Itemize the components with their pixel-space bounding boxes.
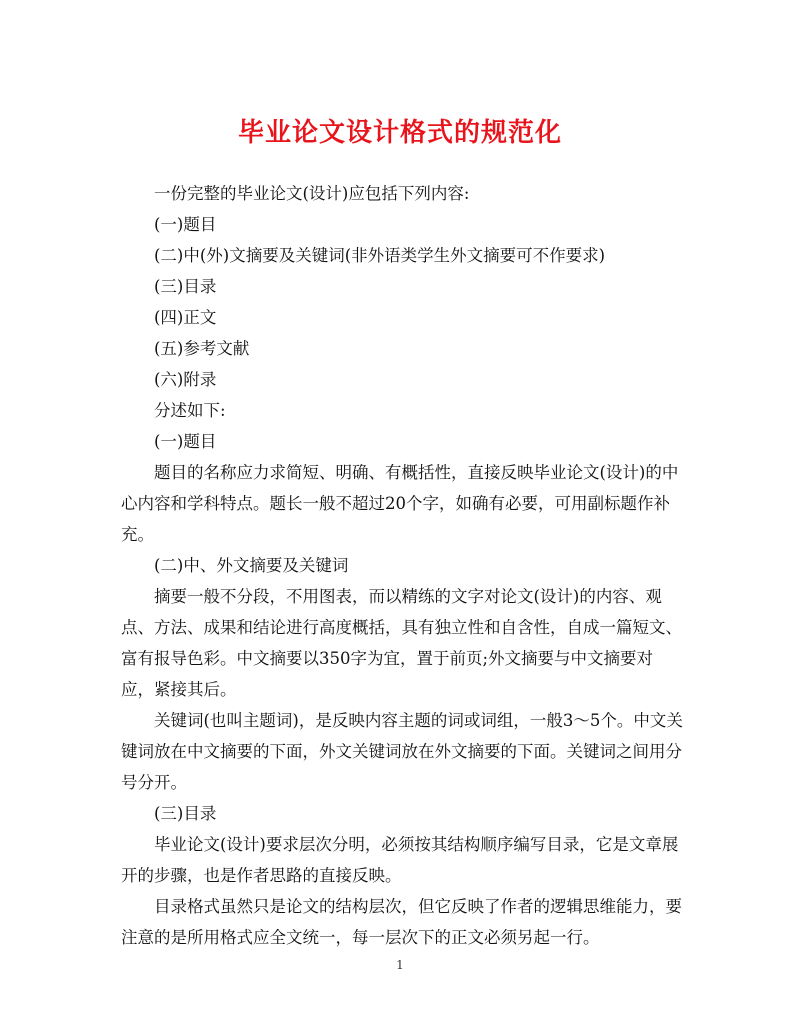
list-item-references: (五)参考文献: [154, 339, 250, 358]
paragraph-details-intro: 分述如下:: [154, 401, 226, 420]
list-item-title: (一)题目: [154, 215, 217, 234]
paragraph-intro: 一份完整的毕业论文(设计)应包括下列内容:: [154, 184, 470, 203]
section-heading-abstract: (二)中、外文摘要及关键词: [154, 556, 349, 575]
list-item-appendix: (六)附录: [154, 370, 217, 389]
paragraph-keywords-rules: 关键词(也叫主题词)，是反映内容主题的词或词组，一般3～5个。中文关键词放在中文摘要的下面，外文关键词放在外文摘要的下面。关键词之间用分号分开。: [121, 711, 683, 792]
page-number: 1: [396, 958, 404, 972]
paragraph-toc-format: 目录格式虽然只是论文的结构层次，但它反映了作者的逻辑思维能力，要注意的是所用格式应全文统一，每一层次下的正文必须另起一行。: [121, 897, 682, 947]
paragraph-toc-rules: 毕业论文(设计)要求层次分明，必须按其结构顺序编写目录，它是文章展开的步骤，也是作者思路的直接反映。: [121, 835, 679, 885]
document-title: 毕业论文设计格式的规范化: [237, 118, 562, 148]
document-body: [121, 178, 686, 953]
list-item-body: (四)正文: [154, 308, 217, 327]
section-heading-toc: (三)目录: [154, 804, 217, 823]
paragraph-title-rules: 题目的名称应力求简短、明确、有概括性，直接反映毕业论文(设计)的中心内容和学科特点。题长一般不超过20个字，如确有必要，可用副标题作补充。: [121, 463, 679, 544]
list-item-toc: (三)目录: [154, 277, 217, 296]
paragraph-abstract-rules: 摘要一般不分段，不用图表，而以精练的文字对论文(设计)的内容、观点、方法、成果和结论进行高度概括，具有独立性和自含性，自成一篇短文、富有报导色彩。中文摘要以350字为宜，置于前页;外文摘要与中文摘要对应，紧接其后。: [121, 587, 682, 699]
section-heading-title: (一)题目: [154, 432, 217, 451]
list-item-abstract: (二)中(外)文摘要及关键词(非外语类学生外文摘要可不作要求): [154, 246, 606, 265]
